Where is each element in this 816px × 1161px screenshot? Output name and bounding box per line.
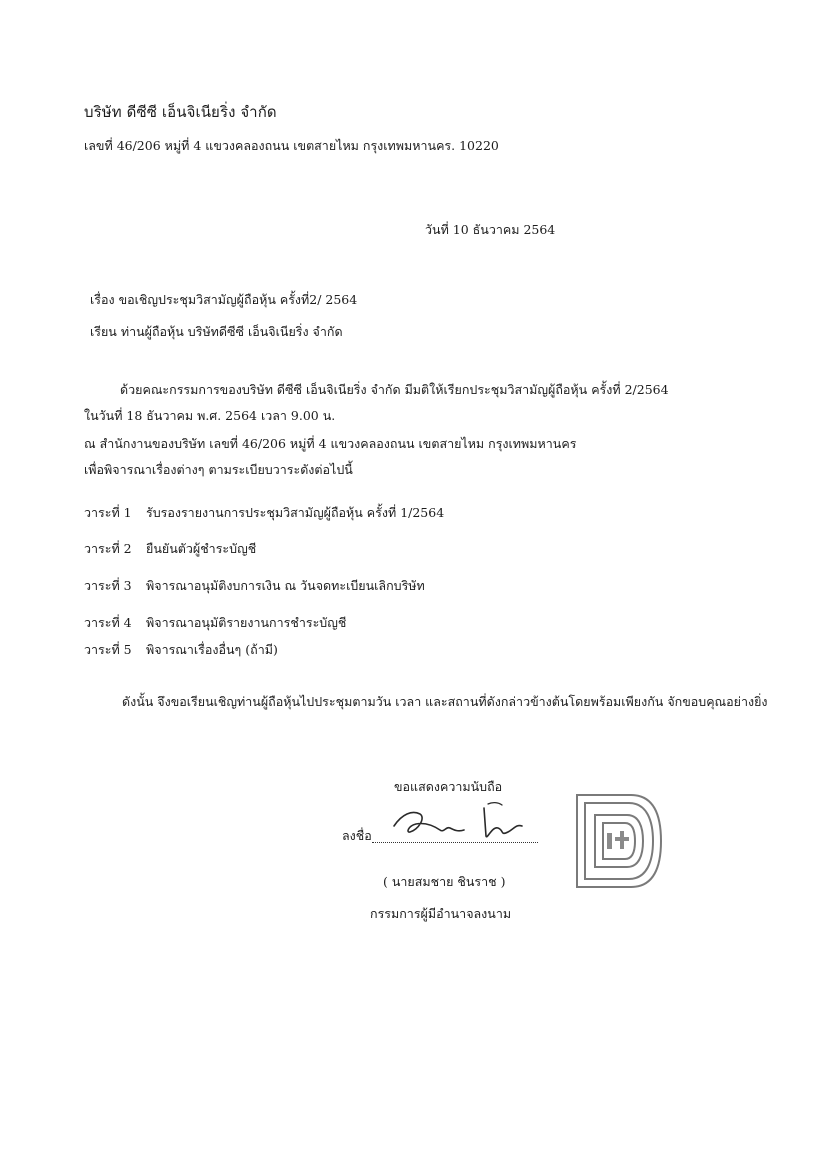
agenda-item (0, 613, 816, 633)
agenda-text: พิจารณาอนุมัติรายงานการชำระบัญชี (146, 615, 347, 630)
agenda-text: รับรองรายงานการประชุมวิสามัญผู้ถือหุ้น ครั้งที่ 1/2564 (146, 505, 445, 520)
body-line-2: ในวันที่ 18 ธันวาคม พ.ศ. 2564 เวลา 9.00 น. (84, 408, 336, 423)
closing-paragraph: ดังนั้น จึงขอเรียนเชิญท่านผู้ถือหุ้นไปประชุมตามวัน เวลา และสถานที่ดังกล่าวข้างต้นโดยพร้อมเพียงกัน จักขอบคุณอย่างยิ่ง (122, 694, 768, 709)
signature-line (372, 842, 538, 843)
agenda-text: พิจารณาเรื่องอื่นๆ (ถ้ามี) (146, 642, 278, 657)
company-name: บริษัท ดีซีซี เอ็นจิเนียริ่ง จำกัด (84, 103, 277, 121)
agenda-item (0, 503, 816, 523)
body-line-1: ด้วยคณะกรรมการของบริษัท ดีซีซี เอ็นจิเนียริ่ง จำกัด มีมติให้เรียกประชุมวิสามัญผู้ถือหุ้น ครั้งที่ 2/2564 (120, 382, 669, 397)
agenda-item (0, 576, 816, 596)
agenda-number: วาระที่ 2 (84, 541, 132, 556)
company-seal-icon (573, 791, 665, 891)
agenda-number: วาระที่ 3 (84, 578, 132, 593)
handwritten-signature (388, 796, 548, 844)
signer-title: กรรมการผู้มีอำนาจลงนาม (370, 906, 512, 921)
agenda-text: ยืนยันตัวผู้ชำระบัญชี (146, 541, 257, 556)
regards-text: ขอแสดงความนับถือ (394, 779, 503, 794)
agenda-item (0, 640, 816, 660)
agenda-text: พิจารณาอนุมัติงบการเงิน ณ วันจดทะเบียนเลิกบริษัท (146, 578, 425, 593)
letter-subject: เรื่อง ขอเชิญประชุมวิสามัญผู้ถือหุ้น ครั้งที่2/ 2564 (90, 292, 358, 307)
sign-label: ลงชื่อ (342, 828, 372, 843)
company-address: เลขที่ 46/206 หมู่ที่ 4 แขวงคลองถนน เขตสายไหม กรุงเทพมหานคร. 10220 (84, 138, 499, 153)
agenda-number: วาระที่ 1 (84, 505, 132, 520)
body-line-4: เพื่อพิจารณาเรื่องต่างๆ ตามระเบียบวาระดังต่อไปนี้ (84, 462, 353, 477)
agenda-number: วาระที่ 5 (84, 642, 132, 657)
agenda-item (0, 539, 816, 559)
letter-salutation: เรียน ท่านผู้ถือหุ้น บริษัทดีซีซี เอ็นจิเนียริ่ง จำกัด (90, 324, 343, 339)
agenda-number: วาระที่ 4 (84, 615, 132, 630)
letter-date: วันที่ 10 ธันวาคม 2564 (425, 222, 556, 237)
body-line-3: ณ สำนักงานของบริษัท เลขที่ 46/206 หมู่ที่ 4 แขวงคลองถนน เขตสายไหม กรุงเทพมหานคร (84, 436, 577, 451)
signer-name: ( นายสมชาย ชินราช ) (383, 874, 506, 889)
